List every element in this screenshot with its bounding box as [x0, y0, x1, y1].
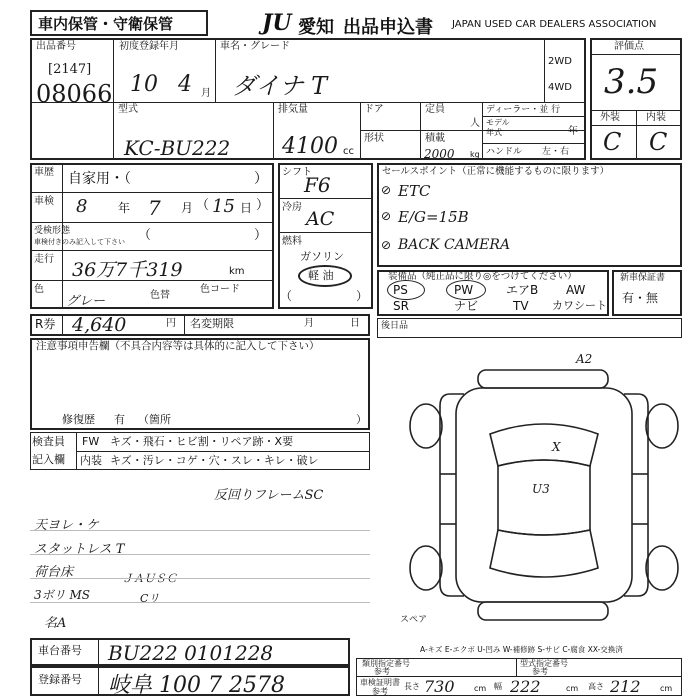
damage-mark-glass: X — [552, 440, 561, 454]
divider — [30, 192, 274, 193]
receipt-sub: 車検付きのみ記入して下さい — [34, 238, 125, 246]
inspector-row1: キズ・飛石・ヒビ割・リペア跡・X要 — [110, 435, 294, 448]
cert-sub: 参考 — [372, 687, 388, 696]
damage-legend: A-キズ E-エクボ U-凹み W-補修跡 S-サビ C-腐食 XX-交換済 — [420, 645, 623, 654]
equipment-seat: カワシート — [552, 299, 607, 312]
damage-mark-roof: U3 — [532, 482, 550, 496]
equipment-ps: PS — [393, 283, 408, 297]
divider — [482, 116, 586, 117]
equipment-pw: PW — [454, 283, 474, 297]
divider — [636, 110, 637, 160]
cert-label: 車検証明書 — [360, 678, 400, 687]
inspection-year-unit: 年 — [118, 201, 131, 215]
height-value: 212 — [610, 677, 641, 696]
sales-points-label: セールスポイント（正常に機能するものに限ります） — [382, 166, 610, 177]
registration-month-unit: 月 — [201, 88, 211, 99]
displacement-unit: cc — [343, 146, 354, 157]
color-change-label: 色替 — [150, 290, 170, 301]
divider — [98, 666, 99, 696]
handle-options: 左・右 — [542, 147, 570, 157]
inspection-open-paren: （ — [196, 198, 210, 213]
mileage-value: 36万7千319 — [72, 259, 183, 281]
inspection-month-unit: 月 — [181, 201, 194, 215]
interior-grade: C — [649, 128, 668, 156]
repair-close-paren: ） — [356, 413, 367, 426]
divider — [360, 130, 586, 131]
warranty-value: 有・無 — [622, 291, 659, 305]
divider — [215, 38, 216, 102]
divider — [420, 102, 421, 160]
divider — [482, 143, 586, 144]
color-code-label: 色コード — [200, 284, 240, 295]
aircon-label: 冷房 — [282, 202, 302, 213]
color-value: グレー — [66, 294, 106, 309]
handle-label: ハンドル — [486, 147, 523, 157]
aircon-value: AC — [306, 208, 335, 230]
divider — [278, 232, 373, 233]
divider — [184, 314, 185, 336]
divider — [590, 54, 682, 55]
model-label: 型式 — [118, 104, 138, 115]
length-value: 730 — [424, 677, 455, 696]
divider — [98, 638, 99, 666]
car-name-value: ダイナ T — [232, 72, 328, 100]
load-unit: kg — [470, 150, 480, 159]
history-label: 車歴 — [34, 167, 54, 178]
fuel-close-paren: ） — [356, 289, 369, 303]
chassis-label: 車台番号 — [38, 644, 82, 657]
divider — [273, 102, 274, 160]
ruled-line — [30, 602, 370, 603]
exterior-grade: C — [603, 128, 622, 156]
chassis-value: BU222 0101228 — [108, 641, 274, 665]
recycle-label: R券 — [35, 317, 56, 331]
category-sub: 参考 — [374, 667, 390, 676]
name-change-day: 日 — [350, 318, 360, 329]
repair-value: 有 — [114, 413, 125, 426]
handwritten-line: 天ヨレ・ケ — [34, 518, 100, 533]
inspector-fw: FW — [82, 435, 100, 448]
divider — [360, 102, 361, 160]
recycle-value: 4,640 — [72, 314, 127, 336]
check-mark: ⊘ — [381, 238, 392, 252]
notes-label: 注意事項申告欄（不具合内容等は具体的に記入して下さい） — [36, 340, 320, 352]
handwritten-line: 名A — [44, 616, 67, 631]
registration-label: 初度登録年月 — [119, 41, 179, 52]
grade-score: 3.5 — [604, 62, 659, 102]
history-value: 自家用・（ — [68, 171, 131, 187]
recycle-unit: 円 — [166, 318, 176, 329]
inspector-row2: キズ・汚レ・コゲ・穴・スレ・キレ・破レ — [110, 454, 319, 467]
equipment-sr: SR — [393, 299, 409, 313]
load-value: 2000 — [424, 147, 455, 161]
divider — [113, 38, 114, 160]
sales-point-item: E/G=15B — [398, 208, 469, 226]
receipt-open-paren: （ — [138, 228, 152, 243]
equipment-navi: ナビ — [454, 299, 479, 313]
form-title: 出品申込書 — [343, 17, 433, 38]
height-unit: cm — [660, 684, 673, 693]
history-close: ） — [254, 171, 268, 187]
ruled-line — [30, 530, 370, 531]
equipment-pw-circle — [446, 280, 486, 300]
fuel-diesel: 軽 油 — [308, 269, 334, 282]
registration-month: 4 — [178, 72, 192, 97]
handwritten-line: スタットレス T — [34, 542, 125, 557]
inspection-label: 車検 — [34, 196, 54, 207]
shape-label: 形状 — [364, 133, 384, 144]
capacity-unit: 人 — [470, 118, 480, 129]
length-unit: cm — [474, 684, 487, 693]
inspector-label-2: 記入欄 — [32, 453, 65, 466]
shift-label: シフト — [282, 167, 312, 178]
after-day-block — [377, 318, 682, 338]
divider — [76, 451, 370, 452]
width-unit: cm — [566, 684, 579, 693]
exterior-label: 外装 — [600, 112, 620, 123]
doors-label: ドア — [364, 104, 384, 115]
interior-label: 内装 — [646, 112, 666, 123]
equipment-ps-circle — [387, 280, 425, 300]
model-value: KC-BU222 — [124, 136, 231, 160]
lot-number: 08066 — [36, 80, 113, 108]
spare-label: スペア — [400, 615, 428, 625]
model-year-unit: 年 — [568, 126, 578, 137]
inspection-year: 8 — [76, 196, 88, 217]
displacement-label: 排気量 — [278, 104, 308, 115]
handwritten-line: 荷台床 — [34, 565, 74, 580]
check-mark: ⊘ — [381, 209, 392, 223]
name-change-month: 月 — [304, 318, 314, 329]
lot-bracket-number: [2147] — [48, 62, 92, 77]
ju-logo: JU — [262, 10, 292, 36]
width-label: 幅 — [494, 682, 502, 691]
length-label: 長さ — [404, 682, 420, 691]
storage-stamp-text: 車内保管・守衛保管 — [38, 15, 174, 33]
divider — [482, 102, 483, 160]
height-label: 高さ — [588, 682, 604, 691]
receipt-close-paren: ） — [254, 228, 268, 243]
repair-label: 修復歴 — [62, 413, 95, 426]
plate-value: 岐阜 100 7 2578 — [108, 673, 285, 698]
sales-point-item: BACK CAMERA — [398, 237, 511, 253]
receipt-label: 受検形態 — [34, 226, 71, 236]
inspector-label: 検査員 — [32, 435, 65, 448]
model-number-label: 型式指定番号 — [520, 659, 568, 668]
equipment-tv: TV — [513, 299, 529, 313]
fuel-open-paren: （ — [280, 289, 293, 303]
divider — [30, 250, 274, 251]
car-name-label: 車名・グレード — [220, 41, 290, 52]
capacity-label: 定員 — [425, 104, 445, 115]
org-name: 愛知 — [298, 17, 334, 38]
divider — [30, 222, 274, 223]
ruled-line — [30, 554, 370, 555]
inspector-interior: 内装 — [80, 454, 102, 467]
grade-label: 評価点 — [614, 41, 644, 52]
repair-place: （箇所 — [138, 413, 171, 426]
divider — [30, 102, 586, 103]
drive-2wd: 2WD — [548, 56, 572, 67]
storage-stamp — [30, 10, 208, 36]
inspection-day: 15 — [212, 196, 235, 217]
equipment-label: 装備品（純正品に限り◎をつけてください） — [388, 271, 577, 282]
drive-4wd: 4WD — [548, 82, 572, 93]
handwritten-extra: ＪＡＵＳＣ — [122, 572, 177, 585]
load-label: 積載 — [425, 133, 445, 144]
handwritten-extra: Cリ — [140, 592, 160, 605]
shift-value: F6 — [304, 173, 331, 197]
lot-label: 出品番号 — [36, 41, 76, 52]
equipment-aw: AW — [566, 283, 586, 297]
equipment-airbag: エアB — [506, 283, 539, 297]
fuel-label: 燃料 — [282, 236, 302, 247]
divider — [76, 432, 77, 470]
divider — [62, 314, 63, 336]
model-number-sub: 参考 — [532, 667, 548, 676]
divider — [544, 38, 545, 102]
mileage-label: 走行 — [34, 254, 54, 265]
inspection-close-paren: ） — [256, 198, 270, 213]
mileage-unit: km — [229, 266, 245, 277]
divider — [278, 198, 373, 199]
after-day-label: 後日品 — [381, 321, 409, 331]
handwritten-top-note: 反回りフレームSC — [214, 488, 324, 503]
dealer-parallel: ディーラー・並 行 — [486, 105, 561, 115]
color-label: 色 — [34, 284, 44, 295]
inspection-day-unit: 日 — [240, 201, 253, 215]
width-value: 222 — [510, 677, 541, 696]
plate-label: 登録番号 — [38, 673, 82, 686]
displacement-value: 4100 — [282, 134, 338, 159]
association-name: JAPAN USED CAR DEALERS ASSOCIATION — [452, 19, 657, 30]
damage-mark-front: A2 — [576, 352, 593, 366]
inspection-month: 7 — [148, 196, 161, 220]
registration-year: 10 — [130, 72, 158, 97]
name-change-label: 名変期限 — [190, 317, 234, 330]
category-label: 類別指定番号 — [362, 659, 410, 668]
ruled-line — [30, 578, 370, 579]
divider — [516, 658, 517, 676]
check-mark: ⊘ — [381, 183, 392, 197]
model-year-label: モデル 年式 — [486, 118, 510, 137]
handwritten-line: 3ボリ MS — [34, 588, 90, 602]
fuel-gasoline: ガソリン — [300, 250, 344, 263]
sales-point-item: ETC — [398, 182, 431, 200]
warranty-label: 新車保証書 — [620, 273, 666, 283]
